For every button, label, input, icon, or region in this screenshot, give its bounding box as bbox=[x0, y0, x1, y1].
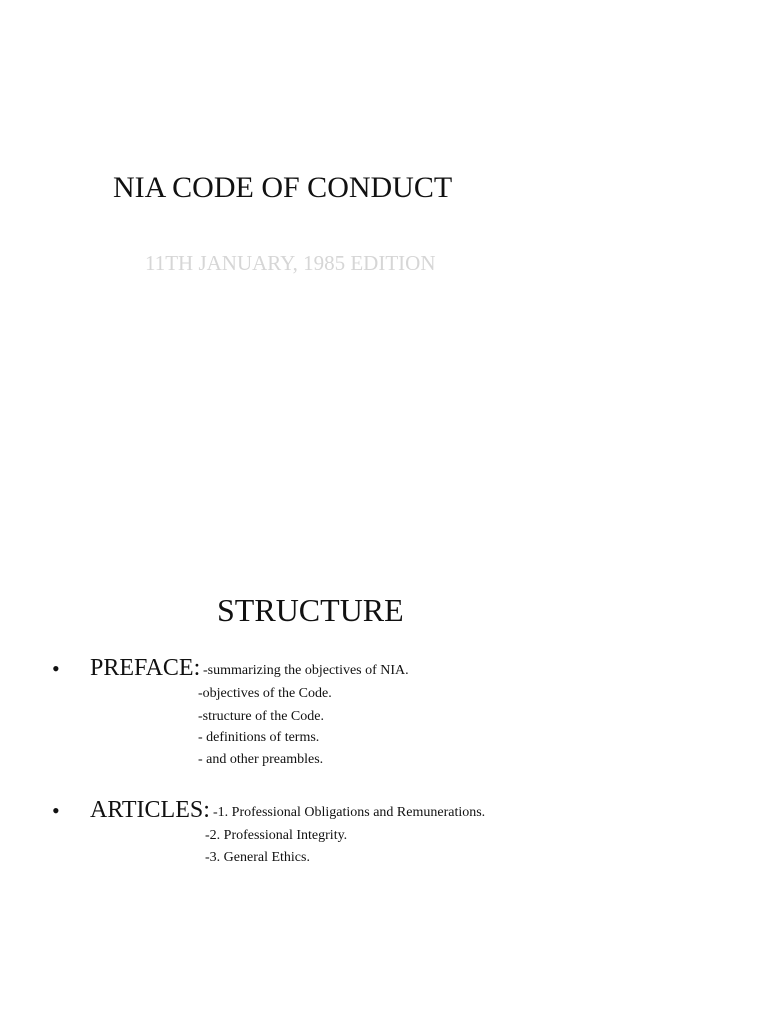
preface-sub-line: -structure of the Code. bbox=[198, 709, 324, 724]
bullet-icon: • bbox=[52, 656, 60, 681]
preface-sub-line: - definitions of terms. bbox=[198, 730, 320, 745]
section-heading: STRUCTURE bbox=[217, 592, 404, 628]
preface-sub-line: -objectives of the Code. bbox=[198, 686, 332, 701]
articles-label: ARTICLES: bbox=[90, 797, 210, 823]
articles-sub-line: -2. Professional Integrity. bbox=[205, 828, 348, 843]
document-title: NIA CODE OF CONDUCT bbox=[113, 171, 453, 204]
articles-first-line: -1. Professional Obligations and Remunerations. bbox=[213, 805, 486, 820]
preface-first-line: -summarizing the objectives of NIA. bbox=[203, 663, 409, 678]
preface-label: PREFACE: bbox=[90, 655, 201, 681]
edition-subtitle: 11TH JANUARY, 1985 EDITION bbox=[145, 251, 436, 275]
articles-sub-line: -3. General Ethics. bbox=[205, 850, 310, 865]
preface-sub-line: - and other preambles. bbox=[198, 752, 324, 767]
bullet-icon: • bbox=[52, 798, 60, 823]
